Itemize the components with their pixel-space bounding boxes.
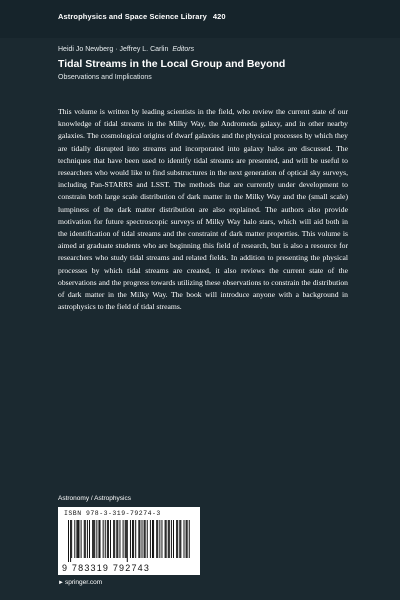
barcode-bar xyxy=(169,520,170,558)
barcode-bar xyxy=(117,520,118,558)
publisher-url: springer.com xyxy=(64,579,103,586)
barcode-bar xyxy=(87,520,88,558)
barcode-bar xyxy=(139,520,140,558)
barcode-bar xyxy=(159,520,160,558)
barcode-bar xyxy=(113,520,114,558)
barcode-bar xyxy=(123,520,124,558)
barcode-bar xyxy=(179,520,180,558)
barcode-bar xyxy=(85,520,86,558)
editor-names: Heidi Jo Newberg · Jeffrey L. Carlin xyxy=(58,46,169,53)
editors-line xyxy=(58,46,194,53)
barcode-bar xyxy=(114,520,115,558)
subject-category: Astronomy / Astrophysics xyxy=(58,495,131,502)
barcode-bar xyxy=(79,520,80,558)
barcode-bar xyxy=(70,520,71,562)
book-description: This volume is written by leading scientists in the field, who review the current state of our knowledge of tidal streams in the Milky Way, the Andromeda galaxy, and in other nearby galaxies. The cosmological origins of dwarf galaxies and the physical processes by which they are tidally disrupted into streams and incorporated into galaxy halos are discussed. The techniques that have been used to identify tidal streams are presented, and will be useful to researchers who would like to find substructures in the next generation of optical sky surveys, including Pan-STARRS and LSST. The methods that are currently under development to constrain both large scale distribution of dark matter in the Milky Way and the (small scale) lumpiness of the dark matter distribution are also explained. The authors also provide motivation for future spectroscopic surveys of Milky Way halo stars, which will aid both in the identification of tidal streams and the constraint of dark matter properties. This volume is aimed at graduate students who are beginning this field of research, but is also a resource for researchers who study tidal streams and related fields. In addition to presenting the physical processes by which tidal streams are created, it also reviews the current state of the observations and the progress towards utilizing these observations to constrain the distribution of dark matter in the Milky Way. The book will introduce anyone with a background in astrophysics to the field of tidal streams. xyxy=(58,107,348,312)
barcode-bar xyxy=(186,520,187,558)
barcode-bar xyxy=(116,520,117,558)
publisher-link[interactable] xyxy=(58,579,102,586)
barcode-bar xyxy=(68,520,69,562)
barcode-bar xyxy=(94,520,95,558)
barcode-bar xyxy=(132,520,133,558)
barcode-bar xyxy=(177,520,178,558)
book-title: Tidal Streams in the Local Group and Beyond xyxy=(58,58,286,70)
barcode-bar xyxy=(108,520,109,558)
barcode-bar xyxy=(165,520,166,558)
barcode-bar xyxy=(84,520,85,558)
barcode-bar xyxy=(105,520,106,558)
ean-number: 9 783319 792743 xyxy=(62,563,151,573)
barcode-bar xyxy=(71,520,72,558)
series-title xyxy=(58,12,226,21)
barcode-bar xyxy=(133,520,134,558)
barcode-bar xyxy=(166,520,167,558)
barcode-bar xyxy=(144,520,145,558)
barcode-bar xyxy=(176,520,177,558)
barcode-bar xyxy=(92,520,93,558)
editor-role: Editors xyxy=(172,46,195,53)
barcode-bar xyxy=(168,520,169,558)
barcode-bar xyxy=(189,520,190,558)
barcode-bar xyxy=(119,520,120,558)
barcode-bar xyxy=(77,520,78,558)
barcode-bar xyxy=(125,520,126,558)
barcode-bar xyxy=(150,520,151,558)
barcode-bar xyxy=(98,520,99,558)
barcode-bar xyxy=(89,520,90,558)
barcode-bar xyxy=(187,520,188,558)
barcode-icon xyxy=(68,520,190,562)
barcode-bar xyxy=(147,520,148,558)
barcode-bar xyxy=(74,520,75,558)
series-name: Astrophysics and Space Science Library xyxy=(58,12,207,21)
barcode-bar xyxy=(142,520,143,558)
isbn-text: ISBN 978-3-319-79274-3 xyxy=(64,510,161,517)
barcode-bar xyxy=(81,520,82,558)
barcode-bar xyxy=(135,520,136,558)
barcode-bar xyxy=(152,520,153,558)
barcode-bar xyxy=(103,520,104,558)
barcode-bar xyxy=(93,520,94,558)
barcode-bar xyxy=(171,520,172,558)
barcode-bar xyxy=(96,520,97,558)
barcode-bar xyxy=(127,520,128,562)
barcode-bar xyxy=(130,520,131,558)
barcode-bar xyxy=(157,520,158,558)
book-subtitle: Observations and Implications xyxy=(58,74,152,81)
barcode-bar xyxy=(76,520,77,558)
barcode-bar xyxy=(173,520,174,558)
series-number: 420 xyxy=(212,12,226,21)
arrow-right-icon: ► xyxy=(58,580,64,586)
barcode-bar xyxy=(107,520,108,558)
barcode-bar xyxy=(180,520,181,558)
barcode-bar xyxy=(184,520,185,558)
barcode-bar xyxy=(153,520,154,558)
barcode-bar xyxy=(145,520,146,558)
barcode-bar xyxy=(110,520,111,558)
barcode-bar xyxy=(126,520,127,558)
barcode-bar xyxy=(100,520,101,558)
barcode-bar xyxy=(161,520,162,558)
barcode-bar xyxy=(138,520,139,558)
barcode-bar xyxy=(156,520,157,558)
barcode-panel xyxy=(58,507,200,575)
